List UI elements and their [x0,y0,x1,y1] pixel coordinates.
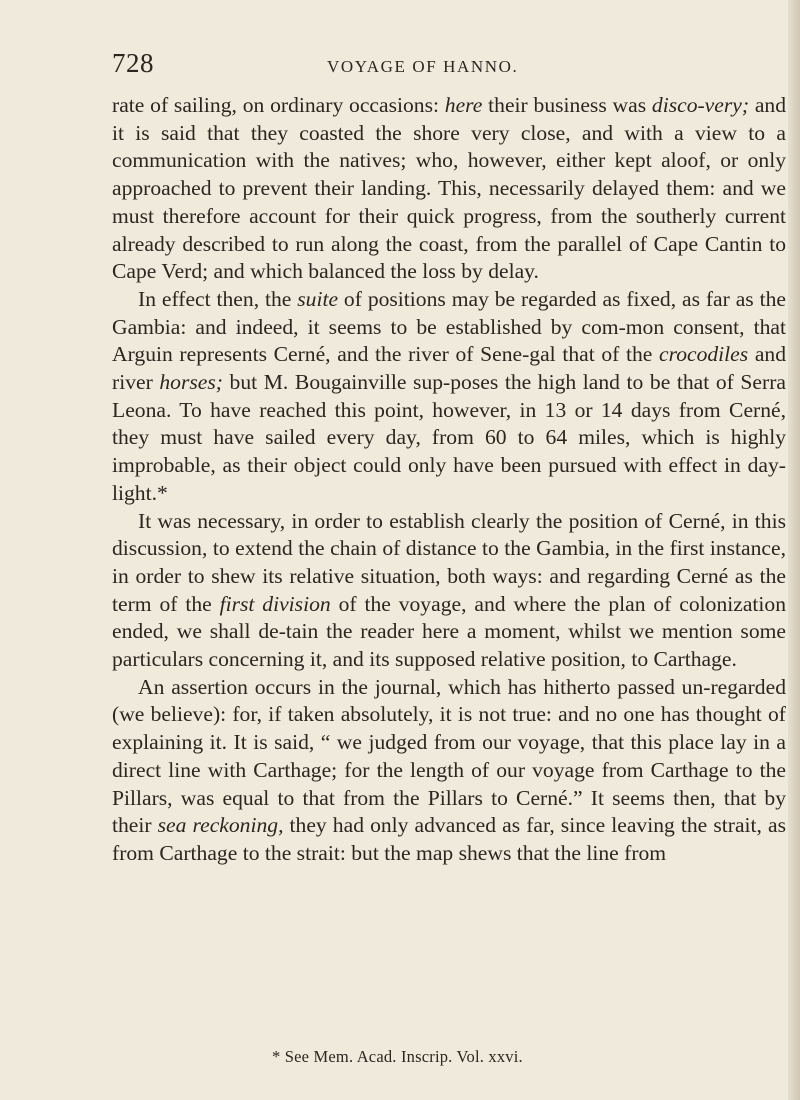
paragraph [112,286,786,508]
footnote: * See Mem. Acad. Inscrip. Vol. xxvi. [272,1047,523,1066]
text-run: of positions may be regarded as fixed, as far as the Gambia: and indeed, it seems to be established by com-mon consent, that Arguin represents Cerné, and the river of Sene-gal that of the [112,286,786,367]
page-header [112,48,782,82]
italic-text: sea reckoning, [157,813,284,838]
text-run: It was necessary, in order to establish clearly the position of Cerné, in this discussion, to extend the chain of distance to the Gambia, in the first instance, in order to shew its relative situation, both ways: and regarding Cerné as the term of the [112,508,786,616]
text-run: their business was [482,93,652,117]
text-run: In effect then, the [138,286,298,311]
text-run: they had only advanced as far, since leaving the strait, as from Carthage to the strait: but the map shews that the line from [112,813,786,865]
text-run: rate of sailing, on ordinary occasions: [112,93,445,117]
italic-text: disco-very; [651,93,750,117]
paragraph-continued [112,92,786,286]
italic-text: horses; [159,370,223,395]
italic-text: suite [297,286,339,311]
paragraph [112,508,786,674]
italic-text: first division [219,591,331,616]
text-run: and it is said that they coasted the shore very close, and with a view to a communication with the natives; who, however, either kept aloof, or only approached to prevent their landing. This, necessarily delayed them: and we must therefore account for their quick progress, from the southerly current already described to run along the coast, from the parallel of Cape Cantin to Cape Verd; and which balanced the loss by delay. [112,93,787,284]
body-text [112,92,786,868]
text-run: An assertion occurs in the journal, which has hitherto passed un-regarded (we believe): for, if taken absolutely, it is not true: and no one has thought of explaining it. It is said, “ we judged from our voyage, that this place lay in a direct line with Carthage; for the length of our voyage from Carthage to the Pillars, was equal to that from the Pillars to Cerné.” It seems then, that by their [112,674,786,838]
italic-text: here [444,93,483,117]
page-edge [788,0,800,1100]
text-run: but M. Bougainville sup-poses the high land to be that of Serra Leona. To have reached this point, however, in 13 or 14 days from Cerné, they must have sailed every day, from 60 to 64 miles, which is highly improbable, as their object could only have been pursued with effect in day-light.* [112,370,786,505]
paragraph [112,674,786,868]
page-number: 728 [112,48,154,78]
italic-text: crocodiles [659,342,749,367]
text-run: of the voyage, and where the plan of colonization ended, we shall de-tain the reader here a moment, whilst we mention some particulars concerning it, and its supposed relative position, to Carthage. [112,591,786,672]
text-run: and river [112,342,786,395]
running-head: VOYAGE OF HANNO. [327,57,519,76]
